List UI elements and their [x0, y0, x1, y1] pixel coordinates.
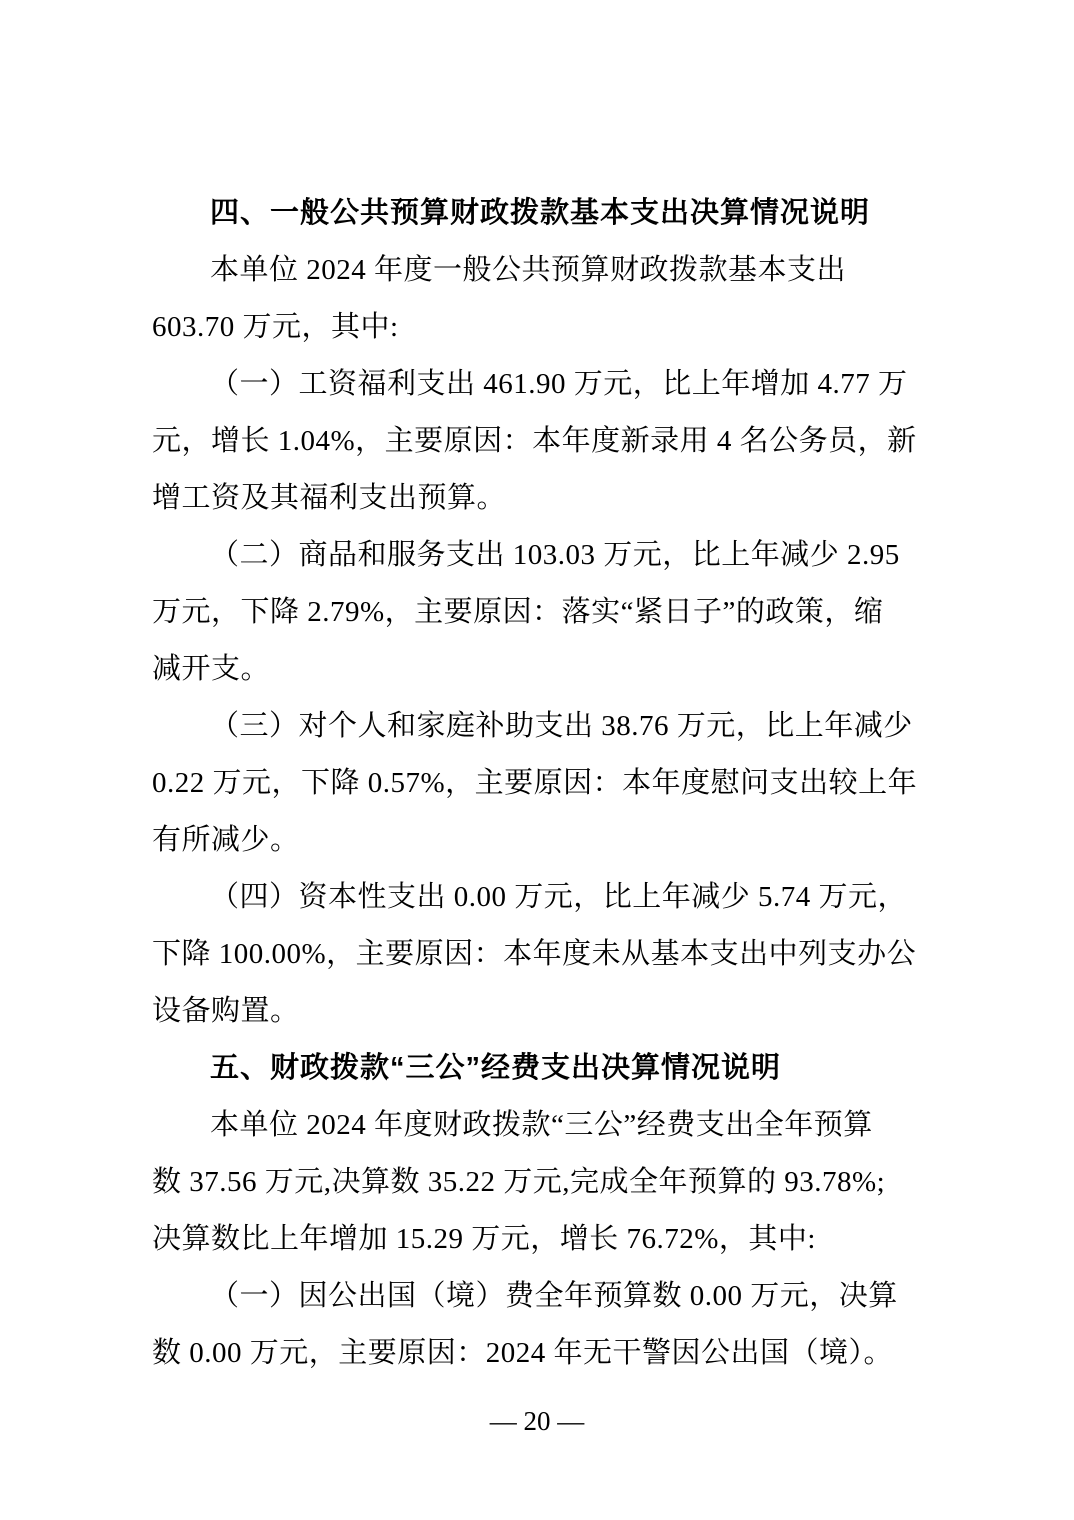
paragraph-text-line: 有所减少。: [152, 824, 300, 856]
paragraph-text-line: 本单位 2024 年度一般公共预算财政拨款基本支出: [210, 254, 847, 286]
paragraph-text-line: （三）对个人和家庭补助支出 38.76 万元，比上年减少: [210, 710, 913, 742]
section-heading: 四、一般公共预算财政拨款基本支出决算情况说明: [210, 197, 871, 229]
paragraph-text-line: （四）资本性支出 0.00 万元，比上年减少 5.74 万元，: [210, 881, 908, 913]
paragraph-text-line: 下降 100.00%，主要原因：本年度未从基本支出中列支办公: [152, 938, 917, 970]
paragraph-text-line: 减开支。: [152, 653, 271, 685]
paragraph-text-line: 增工资及其福利支出预算。: [152, 482, 507, 514]
section-heading: 五、财政拨款“三公”经费支出决算情况说明: [210, 1052, 782, 1084]
paragraph-text-line: 数 37.56 万元,决算数 35.22 万元,完成全年预算的 93.78%;: [152, 1166, 886, 1198]
paragraph-text-line: （二）商品和服务支出 103.03 万元，比上年减少 2.95: [210, 539, 900, 571]
paragraph-text-line: 设备购置。: [152, 995, 300, 1027]
document-content: [152, 185, 918, 1382]
paragraph-text-line: （一）工资福利支出 461.90 万元，比上年增加 4.77 万: [210, 368, 908, 400]
page-number: — 20 —: [489, 1406, 585, 1436]
paragraph-text-line: 决算数比上年增加 15.29 万元，增长 76.72%，其中:: [152, 1223, 816, 1255]
page-footer: [0, 1401, 1074, 1441]
paragraph-text-line: 元，增长 1.04%，主要原因：本年度新录用 4 名公务员，新: [152, 425, 917, 457]
paragraph-text-line: 万元，下降 2.79%，主要原因：落实“紧日子”的政策，缩: [152, 596, 884, 628]
paragraph-text-line: 0.22 万元，下降 0.57%，主要原因：本年度慰问支出较上年: [152, 767, 918, 799]
paragraph-text-line: 本单位 2024 年度财政拨款“三公”经费支出全年预算: [210, 1109, 873, 1141]
paragraph-text-line: 数 0.00 万元，主要原因：2024 年无干警因公出国（境）。: [152, 1337, 894, 1369]
paragraph-text-line: 603.70 万元，其中:: [152, 311, 399, 343]
paragraph-text-line: （一）因公出国（境）费全年预算数 0.00 万元，决算: [210, 1280, 898, 1312]
